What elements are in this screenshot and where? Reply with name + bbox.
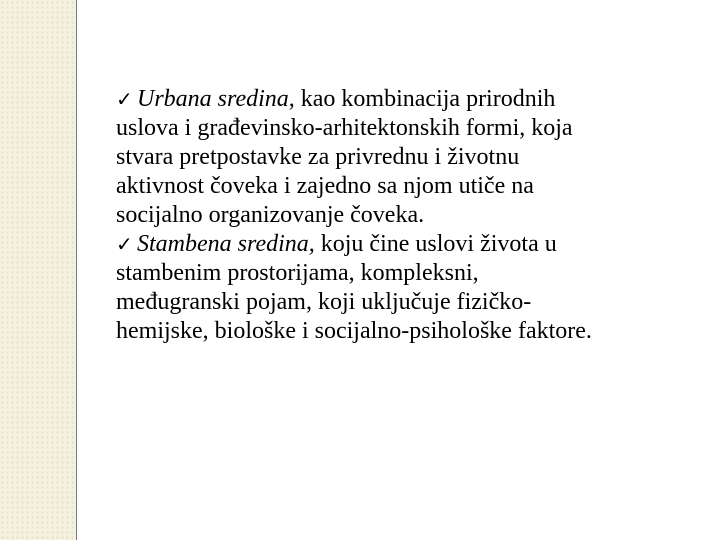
bullet-text-line: koju čine uslovi života u <box>314 231 557 257</box>
checkmark-icon: ✓ <box>116 232 133 256</box>
bullet-text-line: uslova i građevinsko-arhitektonskih formi, koja <box>116 115 573 141</box>
bullet-urbana-sredina <box>116 85 674 230</box>
bullet-text-line: aktivnost čoveka i zajedno sa njom utiče na <box>116 173 534 199</box>
bullet-text-line: stvara pretpostavke za privrednu i životnu <box>116 144 520 170</box>
slide-content <box>116 85 674 346</box>
bullet-text-line: stambenim prostorijama, kompleksni, <box>116 260 479 286</box>
checkmark-icon: ✓ <box>116 87 133 111</box>
bullet-text-line: socijalno organizovanje čoveka. <box>116 202 425 228</box>
bullet-term: Urbana sredina, <box>137 86 295 112</box>
bullet-text-line: hemijske, biološke i socijalno-psihološke faktore. <box>116 318 592 344</box>
bullet-stambena-sredina <box>116 230 674 346</box>
bullet-text-line: međugranski pojam, koji uključuje fizičko- <box>116 289 532 315</box>
bullet-text-line: kao kombinacija prirodnih <box>294 86 556 112</box>
decorative-sidebar <box>0 0 77 540</box>
bullet-term: Stambena sredina, <box>137 231 315 257</box>
